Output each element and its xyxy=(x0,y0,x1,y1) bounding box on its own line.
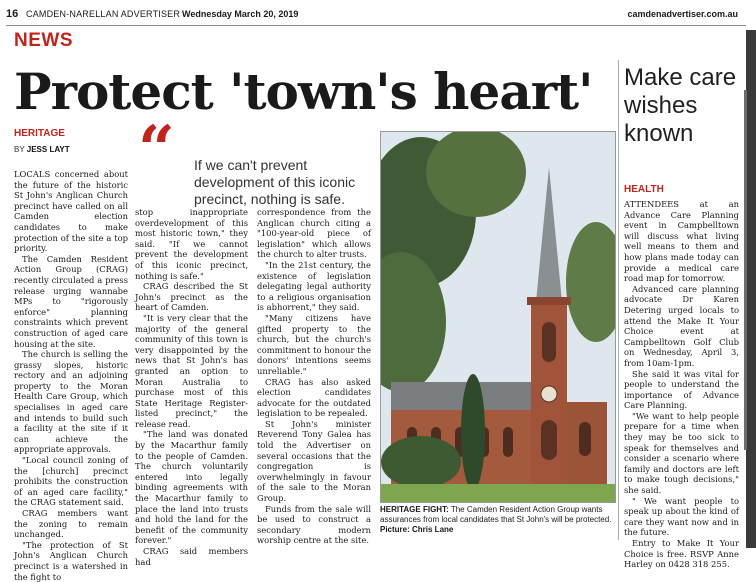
caption-text: The Camden Resident Action Group wants assurances from local candidates that St John's will be protected. xyxy=(380,505,612,524)
paragraph: "Many citizens have gifted property to the church, but the church's commitment to honour the donors' intentions seems unreliable." xyxy=(257,312,371,376)
paragraph: "We want to help people prepare for a time when they may be too sick to speak for themselves and consider a scenario where family and doctors are left to make tough decisions," she said. xyxy=(624,410,739,496)
article-kicker: HERITAGE xyxy=(14,128,65,139)
paragraph: "The land was donated by the Macarthur family to the people of Camden. The church voluntarily entered into legally binding agreements with the Macarthur family to place the land into trusts and hold the land for the benefit of the community forever." xyxy=(135,429,248,546)
page-header xyxy=(6,6,746,26)
page-binding-shadow xyxy=(744,90,747,450)
paragraph: stop inappropriate overdevelopment of this most historic town," they said. "If we cannot prevent the development of this iconic precinct, nothing is safe." xyxy=(135,207,248,281)
byline-author: JESS LAYT xyxy=(26,145,70,154)
sidebar-kicker: HEALTH xyxy=(624,184,664,195)
paragraph: CRAG described the St John's precinct as the heart of Camden. xyxy=(135,281,248,313)
pullquote: If we can't prevent development of this iconic precinct, nothing is safe. xyxy=(194,157,356,207)
byline-prefix: BY xyxy=(14,145,25,154)
paragraph: "The protection of St John's Anglican Church precinct is a watershed in the fight to xyxy=(14,539,128,582)
paragraph: CRAG said members had xyxy=(135,546,248,567)
paragraph: "In the 21st century, the existence of legislation delegating legal authority to a religious organisation is abhorrent," they said. xyxy=(257,259,371,313)
paragraph: ATTENDEES at an Advance Care Planning event in Campbelltown will discuss what living well means to them and how plans made today can provide a medical care road map for tomorrow. xyxy=(624,199,739,284)
paragraph: LOCALS concerned about the future of the historic St John's Anglican Church precinct have called on all Camden election candidates to make protection of the site a top priority. xyxy=(14,169,128,254)
paragraph: She said it was vital for people to understand the importance of Advance Care Planning. xyxy=(624,368,739,411)
paragraph: " We want people to speak up about the kind of care they want now and in the future. xyxy=(624,495,739,538)
sidebar-column xyxy=(624,199,739,570)
photo-caption xyxy=(380,505,614,535)
article-column-2 xyxy=(135,207,248,567)
caption-label: HERITAGE FIGHT: xyxy=(380,505,449,514)
article-column-1 xyxy=(14,169,128,582)
page-number: 16 xyxy=(6,8,19,20)
issue-date: Wednesday March 20, 2019 xyxy=(182,9,299,19)
paragraph: Advanced care planning advocate Dr Karen Detering urged locals to attend the Make It Your Choice event at Campbelltown Golf Club on Wednesday, April 3, from 10am-1pm. xyxy=(624,283,739,368)
pullquote-mark: “ xyxy=(138,112,175,187)
section-label: NEWS xyxy=(14,30,73,51)
paragraph: CRAG has also asked election candidates advocate for the outdated legislation to be repealed. xyxy=(257,376,371,419)
paragraph: CRAG members want the zoning to remain unchanged. xyxy=(14,508,128,540)
article-column-3 xyxy=(257,207,371,546)
church-photo xyxy=(380,131,616,503)
page-binding-edge xyxy=(746,30,756,548)
publication-name: CAMDEN-NARELLAN ADVERTISER xyxy=(26,9,181,19)
paragraph: The Camden Resident Action Group (CRAG) recently circulated a press release urging wannabe MPs to "rigorously enforce" planning constraints which prevent construction of aged care housing at the site. xyxy=(14,253,128,349)
header-rule xyxy=(6,25,746,26)
paragraph: correspondence from the Anglican church citing a "100-year-old piece of legislation" which allows the church to alter trusts. xyxy=(257,207,371,260)
paragraph: Funds from the sale will be used to construct a secondary modern worship centre at the site. xyxy=(257,503,371,546)
website-url: camdenadvertiser.com.au xyxy=(627,9,738,19)
paragraph: "It is very clear that the majority of the general community of this town is very disappointed by the news that St John's has granted an option to Moran Australia to purchase most of this State Heritage Register-listed precinct," the release read. xyxy=(135,312,248,429)
paragraph: Entry to Make It Your Choice is free. RSVP Anne Harley on 0428 318 255. xyxy=(624,538,739,570)
column-divider xyxy=(618,60,619,540)
paragraph: "Local council zoning of the [church] precinct prohibits the construction of an aged care facility," the CRAG statement said. xyxy=(14,455,128,508)
sidebar-headline: Make care wishes known xyxy=(624,64,737,147)
byline xyxy=(14,145,70,154)
article-headline: Protect 'town's heart' xyxy=(14,62,593,121)
paragraph: St John's minister Reverend Tony Galea has told the Advertiser on several occasions that the congregation is overwhelmingly in favour of the sale to the Moran Group. xyxy=(257,418,371,504)
paragraph: The church is selling the grassy slopes, historic rectory and an adjoining property to the Moran Health Care Group, which specialises in aged care and intends to build such a facility at the site if it can achieve the appropriate approvals. xyxy=(14,349,128,455)
caption-credit: Picture: Chris Lane xyxy=(380,525,454,534)
